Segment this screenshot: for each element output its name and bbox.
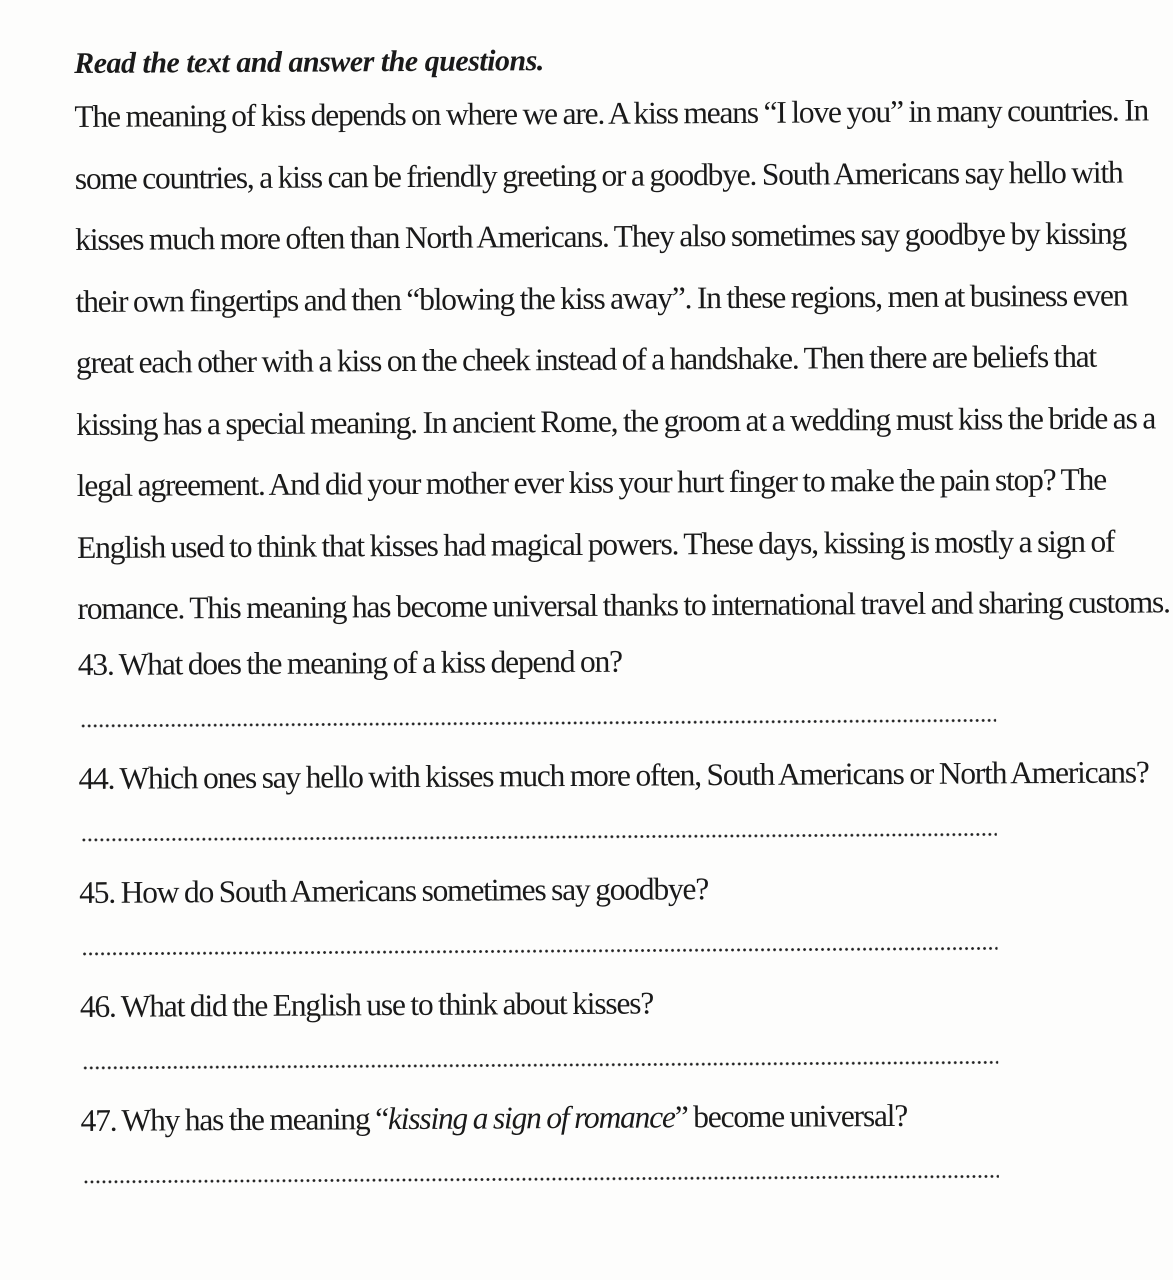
question-43 bbox=[78, 634, 1003, 728]
answer-line-44[interactable] bbox=[81, 832, 997, 842]
question-45 bbox=[79, 862, 1004, 956]
answer-line-45[interactable] bbox=[82, 946, 998, 956]
instruction-heading: Read the text and answer the questions. bbox=[74, 44, 544, 80]
passage-line: some countries, a kiss can be friendly greeting or a goodbye. South Americans say hello with bbox=[74, 154, 1123, 196]
question-46 bbox=[80, 976, 1005, 1070]
answer-line-46[interactable] bbox=[82, 1060, 998, 1070]
worksheet-page bbox=[74, 36, 1170, 1183]
answer-line-47[interactable] bbox=[83, 1174, 999, 1184]
passage-line: kisses much more often than North Americans. They also sometimes say goodbye by kissing bbox=[75, 215, 1127, 257]
question-47-italic-phrase: kissing a sign of romance bbox=[387, 1098, 675, 1136]
passage-line: their own fingertips and then “blowing the kiss away”. In these regions, men at business even bbox=[75, 277, 1128, 319]
passage-line: English used to think that kisses had magical powers. These days, kissing is mostly a sign of bbox=[76, 523, 1115, 565]
question-47-text bbox=[80, 1090, 1004, 1146]
question-47-suffix: ” become universal? bbox=[674, 1097, 908, 1134]
passage-line: romance. This meaning has become universal thanks to international travel and sharing customs. bbox=[77, 584, 1170, 626]
question-44 bbox=[78, 748, 1149, 842]
question-44-text: 44. Which ones say hello with kisses much more often, South Americans or North Americans? bbox=[78, 753, 1149, 796]
answer-line-43[interactable] bbox=[80, 718, 996, 728]
question-43-text: 43. What does the meaning of a kiss depend on? bbox=[77, 643, 622, 682]
question-46-text: 46. What did the English use to think about kisses? bbox=[79, 984, 654, 1024]
passage-line: great each other with a kiss on the cheek instead of a handshake. Then there are beliefs that bbox=[75, 338, 1097, 380]
question-47-prefix: 47. Why has the meaning “ bbox=[80, 1100, 389, 1138]
passage-line: kissing has a special meaning. In ancient Rome, the groom at a wedding must kiss the bride as a bbox=[76, 399, 1156, 442]
passage-line: legal agreement. And did your mother ever kiss your hurt finger to make the pain stop? The bbox=[76, 461, 1107, 503]
question-47 bbox=[80, 1090, 1005, 1184]
passage-line: The meaning of kiss depends on where we are. A kiss means “I love you” in many countries. In bbox=[74, 92, 1149, 134]
question-45-text: 45. How do South Americans sometimes say goodbye? bbox=[79, 870, 709, 910]
reading-passage bbox=[74, 80, 1170, 639]
